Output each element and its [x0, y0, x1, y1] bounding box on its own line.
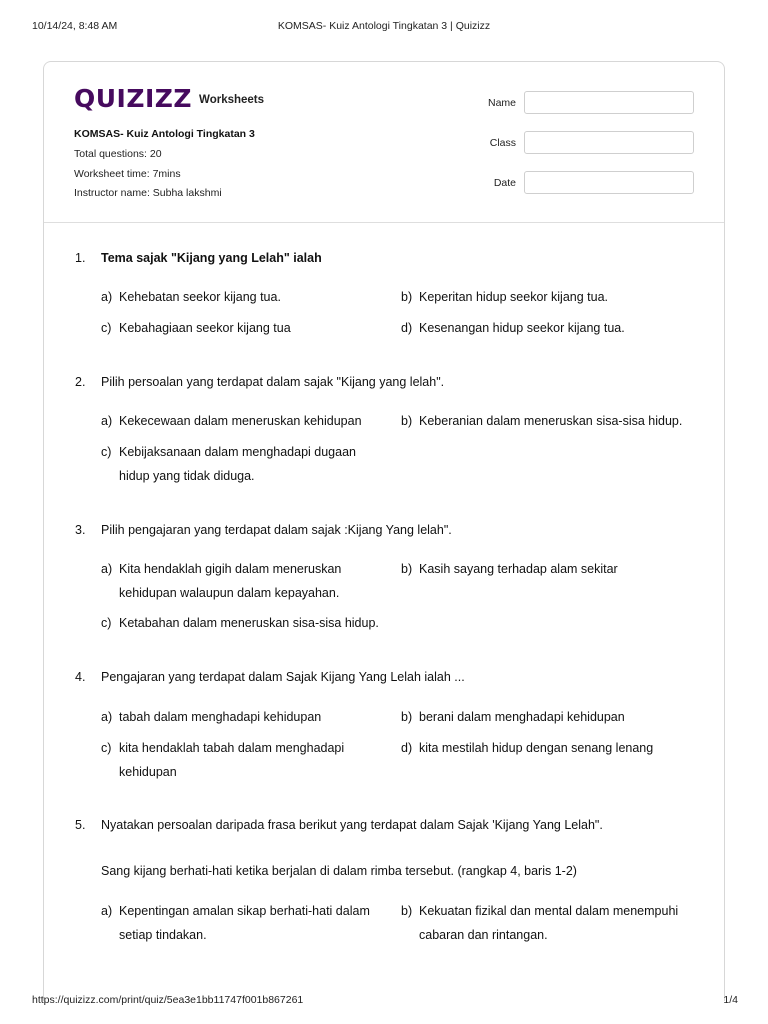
option-text-cont: kehidupan	[119, 765, 177, 779]
option-letter: b)	[401, 290, 413, 304]
option-text: Kekecewaan dalam meneruskan kehidupan	[119, 414, 362, 428]
print-url: https://quizizz.com/print/quiz/5ea3e1bb11747f001b867261	[32, 994, 304, 1006]
option-text-cont: cabaran dan rintangan.	[419, 928, 548, 942]
option-letter: c)	[101, 445, 112, 459]
option-letter: c)	[101, 321, 112, 335]
option-text: Kita hendaklah gigih dalam meneruskan	[119, 562, 342, 576]
option-text: Keperitan hidup seekor kijang tua.	[419, 290, 609, 304]
option-5a	[101, 899, 386, 947]
option-letter: b)	[401, 414, 413, 428]
print-header	[0, 0, 768, 40]
option-letter: b)	[401, 904, 413, 918]
option-text-cont: hidup yang tidak diduga.	[119, 469, 255, 483]
option-letter: a)	[101, 904, 113, 918]
option-letter: a)	[101, 562, 113, 576]
option-2b	[401, 409, 711, 433]
print-page-number: 1/4	[723, 994, 738, 1006]
option-1c	[101, 316, 386, 340]
option-letter: c)	[101, 616, 112, 630]
option-letter: b)	[401, 562, 413, 576]
question-number: 3.	[75, 523, 86, 537]
option-text: Keberanian dalam meneruskan sisa-sisa hidup.	[419, 414, 683, 428]
option-text: Kekuatan fizikal dan mental dalam menempuhi	[419, 904, 679, 918]
class-field[interactable]	[524, 131, 694, 154]
option-1b	[401, 285, 711, 309]
option-1a	[101, 285, 386, 309]
option-text: kita hendaklah tabah dalam menghadapi	[119, 741, 345, 755]
question-5-passage: Sang kijang berhati-hati ketika berjalan di dalam rimba tersebut. (rangkap 4, baris 1-2)	[101, 864, 577, 878]
print-page-title: KOMSAS- Kuiz Antologi Tingkatan 3 | Quizizz	[277, 20, 491, 32]
option-letter: c)	[101, 741, 112, 755]
option-2a	[101, 409, 386, 433]
question-text: Pilih pengajaran yang terdapat dalam sajak :Kijang Yang lelah".	[101, 523, 452, 537]
print-footer	[0, 994, 768, 1014]
print-datetime: 10/14/24, 8:48 AM	[32, 20, 118, 32]
name-field[interactable]	[524, 91, 694, 114]
option-letter: d)	[401, 321, 413, 335]
option-text-cont: kehidupan walaupun dalam kepayahan.	[119, 586, 340, 600]
option-text: Kebahagiaan seekor kijang tua	[119, 321, 291, 335]
option-text: Kasih sayang terhadap alam sekitar	[419, 562, 618, 576]
option-letter: d)	[401, 741, 413, 755]
option-text: Kehebatan seekor kijang tua.	[119, 290, 281, 304]
quiz-title: KOMSAS- Kuiz Antologi Tingkatan 3	[74, 128, 255, 140]
instructor-name: Instructor name: Subha lakshmi	[74, 187, 222, 199]
worksheet-header	[44, 62, 724, 223]
quizizz-logo: QUIZIZZ	[74, 84, 193, 113]
worksheet-time: Worksheet time: 7mins	[74, 168, 181, 180]
option-4c	[101, 736, 386, 784]
question-text: Nyatakan persoalan daripada frasa berikut yang terdapat dalam Sajak 'Kijang Yang Lelah".	[101, 818, 603, 832]
option-text: Kesenangan hidup seekor kijang tua.	[419, 321, 625, 335]
option-text: tabah dalam menghadapi kehidupan	[119, 710, 322, 724]
option-text-cont: setiap tindakan.	[119, 928, 207, 942]
question-text: Pilih persoalan yang terdapat dalam sajak "Kijang yang lelah".	[101, 375, 445, 389]
date-field[interactable]	[524, 171, 694, 194]
option-letter: a)	[101, 290, 113, 304]
option-letter: a)	[101, 414, 113, 428]
question-number: 1.	[75, 251, 86, 265]
question-text: Pengajaran yang terdapat dalam Sajak Kijang Yang Lelah ialah ...	[101, 670, 465, 684]
option-letter: a)	[101, 710, 113, 724]
option-text: Kebijaksanaan dalam menghadapi dugaan	[119, 445, 356, 459]
option-3b	[401, 557, 711, 581]
option-4d	[401, 736, 711, 760]
date-label: Date	[493, 177, 516, 189]
option-1d	[401, 316, 711, 340]
brand	[74, 84, 264, 113]
logo-subtitle: Worksheets	[199, 93, 265, 106]
worksheet	[43, 61, 725, 1001]
question-number: 4.	[75, 670, 86, 684]
option-text: Ketabahan dalam meneruskan sisa-sisa hidup.	[119, 616, 379, 630]
question-text: Tema sajak "Kijang yang Lelah" ialah	[101, 251, 322, 265]
class-label: Class	[489, 137, 516, 149]
option-4b	[401, 705, 711, 729]
option-5b	[401, 899, 711, 947]
option-2c	[101, 440, 386, 488]
option-text: Kepentingan amalan sikap berhati-hati dalam	[119, 904, 370, 918]
name-label: Name	[487, 97, 516, 109]
option-text: berani dalam menghadapi kehidupan	[419, 710, 625, 724]
option-4a	[101, 705, 386, 729]
total-questions: Total questions: 20	[74, 148, 162, 160]
option-text: kita mestilah hidup dengan senang lenang	[419, 741, 654, 755]
question-number: 2.	[75, 375, 86, 389]
question-number: 5.	[75, 818, 86, 832]
option-3c	[101, 611, 386, 635]
option-3a	[101, 557, 386, 605]
option-letter: b)	[401, 710, 413, 724]
